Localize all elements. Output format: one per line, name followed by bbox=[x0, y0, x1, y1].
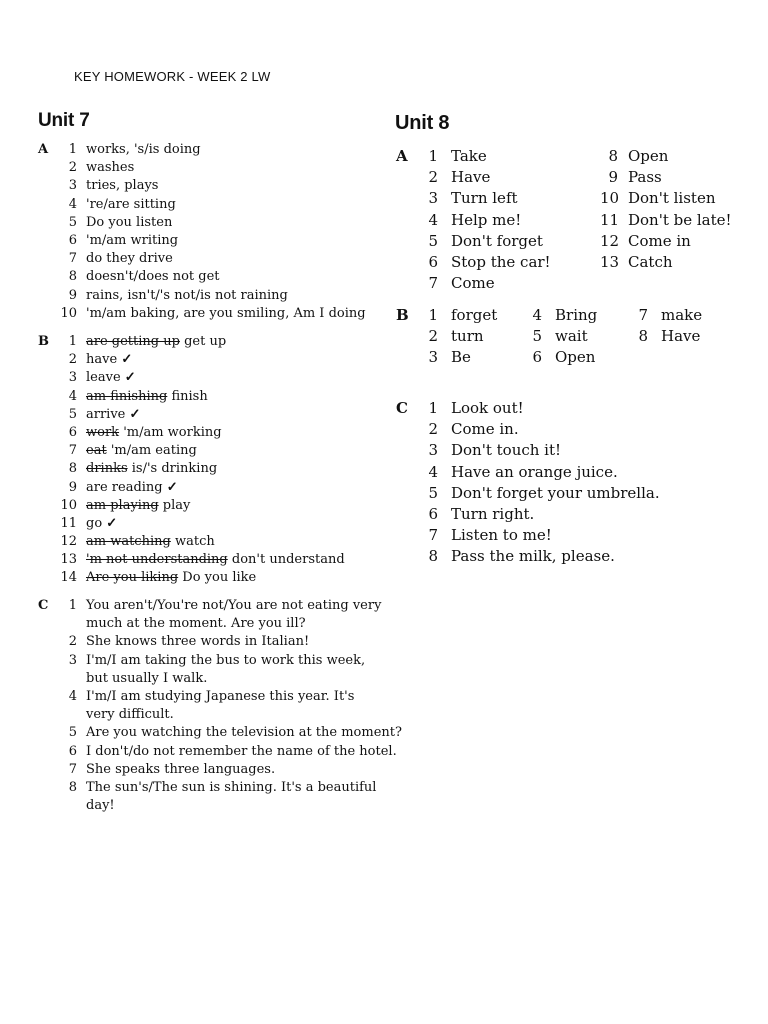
answer-text: tries, plays bbox=[86, 178, 159, 194]
item-answer bbox=[86, 497, 190, 515]
item-number: 13 bbox=[600, 252, 620, 271]
answer-text: I don't/do not remember the name of the hotel. bbox=[86, 743, 397, 759]
item-answer bbox=[451, 504, 534, 525]
item-number: 5 bbox=[68, 406, 77, 422]
item-answer bbox=[451, 483, 660, 504]
answer-text: Turn right. bbox=[451, 504, 535, 523]
item-number: 1 bbox=[428, 147, 438, 165]
item-answer bbox=[86, 442, 197, 460]
answer-text: watch bbox=[174, 534, 215, 550]
answer-text: don't understand bbox=[231, 552, 345, 568]
item-number: 10 bbox=[600, 189, 620, 208]
item-answer bbox=[451, 440, 561, 461]
answer-text: Don't forget your umbrella. bbox=[451, 483, 660, 502]
item-answer bbox=[555, 347, 595, 368]
answer-text: Come bbox=[451, 274, 495, 293]
item-number: 3 bbox=[68, 178, 77, 194]
answer-text: get up bbox=[184, 334, 227, 349]
item-answer bbox=[86, 333, 226, 351]
answer-text: Pass bbox=[628, 168, 662, 187]
item-answer bbox=[661, 326, 700, 347]
item-number: 10 bbox=[60, 497, 77, 513]
item-number: 7 bbox=[428, 526, 438, 545]
item-number: 6 bbox=[428, 504, 438, 523]
item-number: 1 bbox=[68, 142, 77, 157]
item-number: 7 bbox=[428, 274, 438, 293]
struck-answer: 'm not understanding bbox=[86, 552, 228, 568]
answer-text: make bbox=[661, 306, 703, 324]
answer-text: Catch bbox=[628, 252, 673, 271]
item-answer bbox=[86, 250, 173, 268]
answer-text: I'm/I am taking the bus to work this week, but usually I walk. bbox=[86, 652, 366, 686]
item-number: 8 bbox=[608, 147, 618, 165]
item-number: 7 bbox=[638, 306, 648, 324]
item-answer bbox=[86, 214, 172, 232]
answer-text: You aren't/You're not/You are not eating very much at the moment. Are you ill? bbox=[86, 598, 382, 632]
item-number: 6 bbox=[532, 348, 542, 367]
item-number: 7 bbox=[68, 251, 77, 267]
answer-text: She speaks three languages. bbox=[86, 761, 276, 777]
item-number: 4 bbox=[532, 306, 542, 324]
item-answer bbox=[86, 268, 220, 286]
unit7-title: Unit 7 bbox=[38, 110, 90, 131]
answer-text: Have an orange juice. bbox=[451, 462, 618, 481]
answer-text: rains, isn't/'s not/is not raining bbox=[86, 287, 288, 303]
item-answer bbox=[86, 779, 386, 815]
item-answer bbox=[451, 525, 552, 546]
item-number: 1 bbox=[68, 598, 77, 613]
item-number: 2 bbox=[428, 327, 438, 346]
item-number: 6 bbox=[68, 232, 77, 248]
item-answer bbox=[86, 569, 256, 587]
item-answer bbox=[86, 633, 309, 651]
item-number: 8 bbox=[68, 461, 77, 477]
item-answer bbox=[451, 546, 615, 567]
item-answer bbox=[628, 231, 691, 252]
struck-answer: are getting up bbox=[86, 334, 180, 349]
answer-text: doesn't/does not get bbox=[86, 269, 220, 285]
item-answer bbox=[86, 351, 132, 369]
answer-text: Are you watching the television at the moment? bbox=[86, 725, 402, 741]
item-number: 11 bbox=[60, 515, 77, 531]
item-number: 6 bbox=[68, 743, 77, 759]
item-answer bbox=[555, 305, 597, 326]
answer-text: Open bbox=[628, 147, 669, 165]
item-number: 4 bbox=[68, 688, 77, 704]
check-mark-icon: ✓ bbox=[106, 515, 118, 531]
item-answer bbox=[86, 232, 178, 250]
answer-text: Be bbox=[451, 348, 471, 367]
item-number: 12 bbox=[60, 534, 77, 550]
item-number: 3 bbox=[428, 441, 438, 460]
item-number: 7 bbox=[68, 761, 77, 777]
answer-text: turn bbox=[451, 327, 484, 346]
item-answer bbox=[451, 462, 618, 483]
item-answer bbox=[628, 146, 668, 167]
item-answer bbox=[86, 159, 134, 177]
answer-text: 'm/am writing bbox=[86, 232, 179, 248]
unit8-section-b-letter: B bbox=[396, 306, 409, 324]
struck-answer: am playing bbox=[86, 497, 159, 513]
answer-text: is/'s drinking bbox=[131, 461, 218, 477]
check-mark-icon: ✓ bbox=[129, 406, 141, 422]
item-answer bbox=[628, 188, 716, 209]
answer-text: Take bbox=[451, 147, 487, 165]
item-number: 6 bbox=[428, 252, 438, 271]
item-answer bbox=[628, 252, 673, 273]
item-number: 8 bbox=[68, 779, 77, 795]
item-answer bbox=[451, 167, 490, 188]
item-answer bbox=[451, 210, 521, 231]
item-answer bbox=[628, 210, 732, 231]
answer-text: Do you listen bbox=[86, 214, 173, 230]
answer-text: go bbox=[86, 515, 103, 531]
answer-text: Look out! bbox=[451, 399, 524, 417]
answer-text: I'm/I am studying Japanese this year. It's very difficult. bbox=[86, 688, 355, 723]
item-number: 4 bbox=[68, 388, 77, 404]
answer-text: Have bbox=[661, 327, 701, 346]
item-answer bbox=[86, 406, 140, 424]
struck-answer: Are you liking bbox=[86, 570, 179, 586]
struck-answer: drinks bbox=[86, 461, 128, 477]
item-answer bbox=[86, 597, 386, 633]
item-number: 13 bbox=[60, 552, 77, 568]
unit8-title: Unit 8 bbox=[395, 112, 450, 134]
answer-text: Help me! bbox=[451, 210, 522, 229]
item-number: 2 bbox=[68, 634, 77, 650]
item-answer bbox=[86, 460, 217, 478]
item-number: 4 bbox=[68, 196, 77, 212]
item-answer bbox=[451, 305, 497, 326]
answer-text: Don't listen bbox=[628, 189, 716, 208]
answer-text: Come in bbox=[628, 231, 691, 250]
item-number: 2 bbox=[428, 420, 438, 439]
struck-answer: work bbox=[86, 424, 120, 440]
item-answer bbox=[86, 196, 176, 214]
item-number: 6 bbox=[68, 424, 77, 440]
answer-text: The sun's/The sun is shining. It's a beautiful day! bbox=[86, 779, 377, 814]
item-number: 12 bbox=[600, 231, 620, 250]
item-answer bbox=[451, 326, 484, 347]
answer-text: wait bbox=[555, 327, 588, 346]
answer-text: Listen to me! bbox=[451, 526, 552, 545]
item-number: 4 bbox=[428, 210, 438, 229]
answer-text: Don't be late! bbox=[628, 210, 732, 229]
answer-text: forget bbox=[451, 306, 498, 324]
item-number: 2 bbox=[68, 352, 77, 368]
item-answer bbox=[86, 724, 402, 742]
item-answer bbox=[86, 287, 288, 305]
item-number: 5 bbox=[428, 483, 438, 502]
item-number: 8 bbox=[428, 547, 438, 566]
unit7-section-c-letter: C bbox=[38, 598, 49, 613]
item-answer bbox=[86, 533, 215, 551]
item-answer bbox=[86, 761, 275, 779]
item-number: 10 bbox=[60, 305, 77, 321]
unit7-section-a-letter: A bbox=[38, 142, 49, 157]
answer-text: are reading bbox=[86, 479, 163, 495]
answer-text: leave bbox=[86, 370, 121, 386]
answer-text: works, 's/is doing bbox=[86, 142, 201, 157]
answer-text: Do you like bbox=[182, 570, 257, 586]
answer-text: 'm/am working bbox=[123, 424, 222, 440]
item-number: 5 bbox=[68, 214, 77, 230]
item-answer bbox=[86, 551, 345, 569]
answer-text: 're/are sitting bbox=[86, 196, 176, 212]
item-answer bbox=[86, 305, 366, 323]
item-answer bbox=[451, 252, 551, 273]
item-answer bbox=[451, 347, 471, 368]
check-mark-icon: ✓ bbox=[124, 370, 136, 386]
item-answer bbox=[661, 305, 702, 326]
answer-text: play bbox=[162, 497, 191, 513]
struck-answer: am finishing bbox=[86, 388, 168, 404]
answer-text: Stop the car! bbox=[451, 252, 551, 271]
item-answer bbox=[86, 388, 208, 406]
item-answer bbox=[451, 419, 519, 440]
struck-answer: eat bbox=[86, 443, 107, 459]
item-answer bbox=[555, 326, 588, 347]
answer-text: finish bbox=[171, 388, 208, 404]
answer-text: do they drive bbox=[86, 251, 173, 267]
answer-text: arrive bbox=[86, 406, 126, 422]
item-answer bbox=[451, 188, 518, 209]
answer-text: Turn left bbox=[451, 189, 518, 208]
item-number: 3 bbox=[428, 189, 438, 208]
answer-text: Come in. bbox=[451, 420, 519, 439]
item-answer bbox=[451, 231, 543, 252]
item-answer bbox=[86, 369, 136, 387]
item-number: 11 bbox=[600, 210, 620, 229]
item-answer bbox=[86, 515, 117, 533]
item-number: 14 bbox=[60, 570, 77, 586]
item-number: 4 bbox=[428, 462, 438, 481]
item-answer bbox=[86, 141, 201, 159]
item-number: 1 bbox=[428, 399, 438, 417]
item-number: 1 bbox=[68, 334, 77, 349]
answer-text: washes bbox=[86, 160, 135, 176]
item-answer bbox=[628, 167, 662, 188]
item-number: 3 bbox=[68, 370, 77, 386]
item-number: 5 bbox=[428, 231, 438, 250]
item-answer bbox=[86, 177, 158, 195]
item-number: 2 bbox=[428, 168, 438, 187]
item-number: 2 bbox=[68, 160, 77, 176]
answer-text: have bbox=[86, 352, 118, 368]
unit8-section-c-letter: C bbox=[396, 399, 408, 417]
item-number: 5 bbox=[532, 327, 542, 346]
answer-text: Don't touch it! bbox=[451, 441, 562, 460]
page-header: KEY HOMEWORK - WEEK 2 LW bbox=[74, 69, 271, 84]
item-answer bbox=[451, 273, 495, 294]
item-answer bbox=[86, 652, 386, 688]
item-number: 3 bbox=[68, 652, 77, 668]
item-answer bbox=[451, 146, 487, 167]
item-number: 8 bbox=[638, 327, 648, 346]
item-number: 9 bbox=[608, 168, 618, 187]
item-answer bbox=[451, 398, 524, 419]
item-answer bbox=[86, 479, 178, 497]
item-number: 5 bbox=[68, 725, 77, 741]
item-number: 8 bbox=[68, 269, 77, 285]
answer-text: Bring bbox=[555, 306, 598, 324]
answer-text: 'm/am eating bbox=[110, 443, 197, 459]
answer-text: Have bbox=[451, 168, 491, 187]
answer-text: Open bbox=[555, 348, 596, 367]
item-answer bbox=[86, 424, 222, 442]
item-number: 9 bbox=[68, 479, 77, 495]
item-number: 1 bbox=[428, 306, 438, 324]
check-mark-icon: ✓ bbox=[121, 352, 133, 368]
item-answer bbox=[86, 743, 397, 761]
answer-text: 'm/am baking, are you smiling, Am I doing bbox=[86, 305, 366, 321]
check-mark-icon: ✓ bbox=[166, 479, 178, 495]
item-number: 9 bbox=[68, 287, 77, 303]
item-number: 7 bbox=[68, 443, 77, 459]
answer-text: Pass the milk, please. bbox=[451, 547, 615, 566]
item-answer bbox=[86, 688, 386, 724]
struck-answer: am watching bbox=[86, 534, 171, 550]
answer-text: She knows three words in Italian! bbox=[86, 634, 310, 650]
answer-text: Don't forget bbox=[451, 231, 543, 250]
unit8-section-a-letter: A bbox=[396, 147, 408, 165]
unit7-section-b-letter: B bbox=[38, 334, 49, 349]
item-number: 3 bbox=[428, 348, 438, 367]
